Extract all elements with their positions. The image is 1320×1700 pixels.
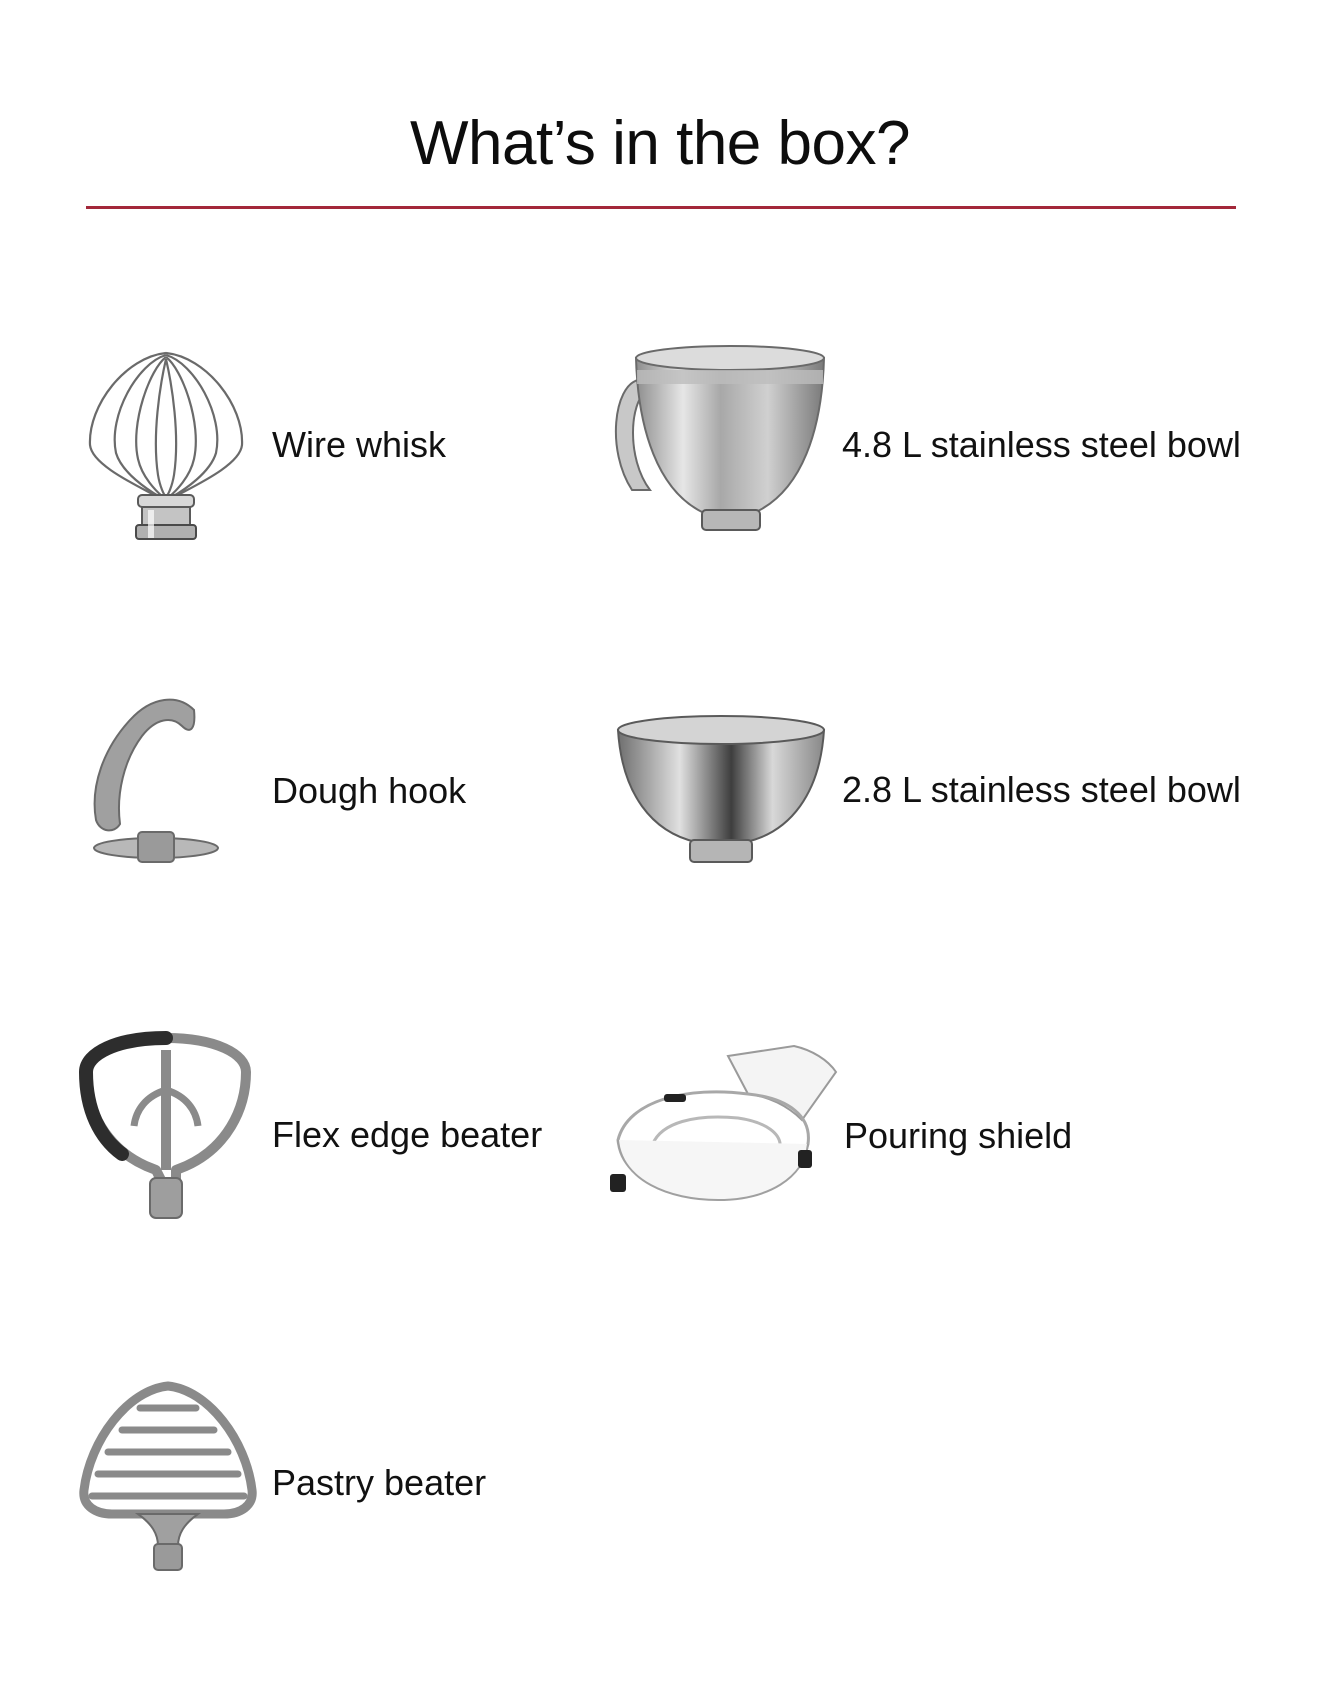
item-pouring-shield — [598, 1040, 1073, 1220]
pouring-shield-icon — [598, 1040, 838, 1220]
item-pastry-beater — [78, 1378, 487, 1578]
item-label: 2.8 L stainless steel bowl — [842, 769, 1241, 810]
item-label: 4.8 L stainless steel bowl — [842, 424, 1241, 465]
page-title: What’s in the box? — [410, 109, 910, 178]
large-bowl-icon — [606, 340, 836, 540]
wire-whisk-icon — [86, 345, 246, 545]
item-label: Dough hook — [272, 770, 467, 811]
item-dough-hook — [86, 690, 467, 870]
item-flex-edge-beater — [76, 1030, 543, 1230]
item-small-bowl — [616, 712, 1241, 872]
pastry-beater-icon — [78, 1378, 258, 1578]
item-label: Pastry beater — [272, 1462, 487, 1503]
flex-edge-beater-icon — [76, 1030, 256, 1230]
title-divider — [86, 206, 1236, 209]
item-large-bowl — [606, 340, 1241, 540]
item-wire-whisk — [86, 345, 447, 545]
dough-hook-icon — [86, 690, 246, 870]
item-label: Wire whisk — [272, 424, 447, 465]
item-label: Pouring shield — [844, 1115, 1073, 1156]
small-bowl-icon — [616, 712, 826, 872]
item-label: Flex edge beater — [272, 1114, 543, 1155]
